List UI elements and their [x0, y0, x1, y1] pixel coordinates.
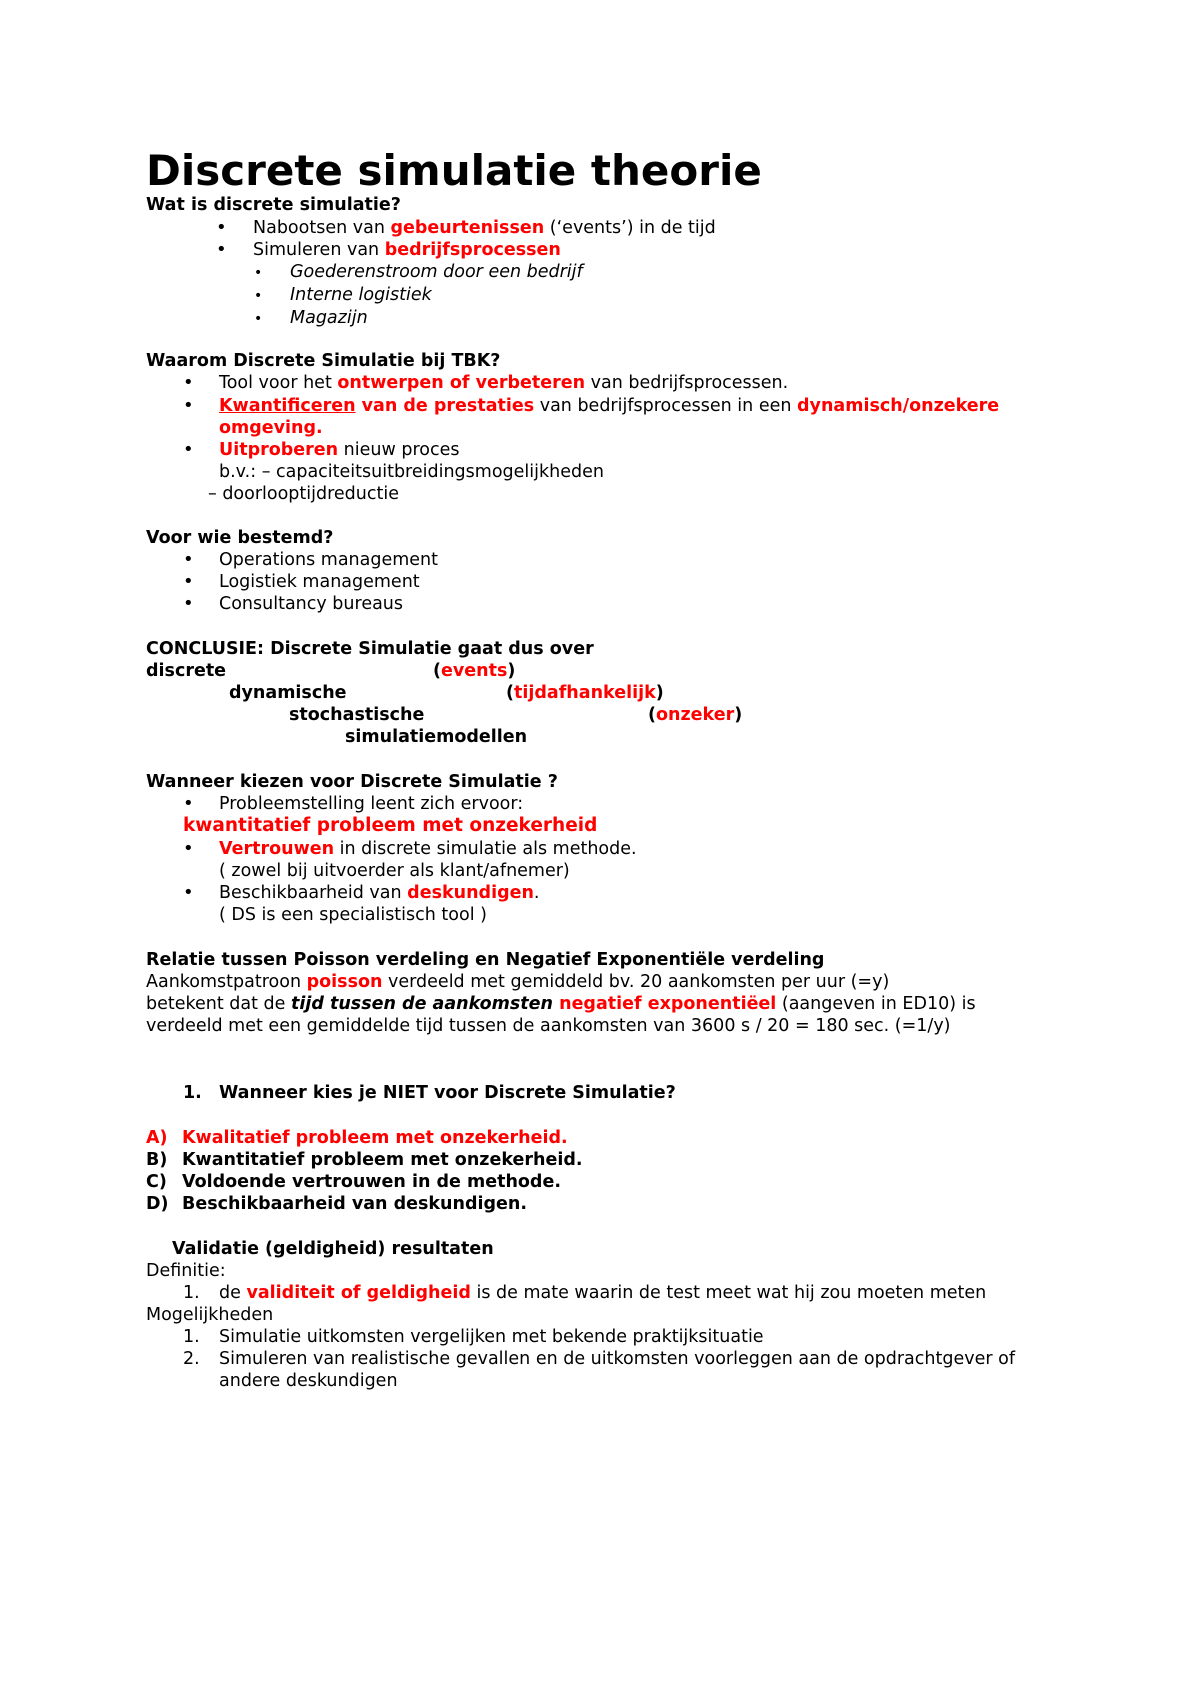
answer-option-label: C): [146, 1172, 167, 1192]
list-item: Uitproberen nieuw proces: [219, 440, 460, 460]
list-item-highlight: kwantitatief probleem met onzekerheid: [183, 815, 598, 836]
heading-relatie: Relatie tussen Poisson verdeling en Negatief Exponentiële verdeling: [146, 950, 825, 970]
conclusie-meaning: (onzeker): [648, 705, 743, 725]
list-item: Simuleren van bedrijfsprocessen: [253, 240, 561, 260]
list-item: Consultancy bureaus: [219, 594, 404, 614]
bullet-icon: •: [183, 838, 194, 859]
list-item: Vertrouwen in discrete simulatie als methode.: [219, 839, 637, 859]
list-number: 1.: [183, 1327, 200, 1347]
bullet-icon: •: [216, 217, 227, 238]
list-number: 2.: [183, 1349, 200, 1369]
sub-list-item: Magazijn: [290, 308, 368, 328]
bullet-icon: •: [254, 311, 263, 327]
list-item: Nabootsen van gebeurtenissen (‘events’) in de tijd: [253, 218, 716, 238]
bullet-icon: •: [183, 395, 194, 416]
mogelijkheden-label: Mogelijkheden: [146, 1305, 274, 1325]
paragraph-line: Aankomstpatroon poisson verdeeld met gemiddeld bv. 20 aankomsten per uur (=y): [146, 972, 890, 992]
bullet-icon: •: [183, 372, 194, 393]
heading-wanneer: Wanneer kiezen voor Discrete Simulatie ?: [146, 772, 558, 792]
answer-option-label: D): [146, 1194, 169, 1214]
answer-option-label: A): [146, 1128, 168, 1148]
conclusie-meaning: (events): [433, 661, 516, 681]
list-item: Simuleren van realistische gevallen en de uitkomsten voorleggen aan de opdrachtgever of: [219, 1349, 1015, 1369]
list-item: Tool voor het ontwerpen of verbeteren van bedrijfsprocessen.: [219, 373, 789, 393]
bullet-icon: •: [183, 593, 194, 614]
conclusie-term: simulatiemodellen: [345, 727, 528, 747]
list-item: Simulatie uitkomsten vergelijken met bekende praktijksituatie: [219, 1327, 764, 1347]
sub-list-item: Interne logistiek: [290, 285, 432, 305]
list-item: Kwantificeren van de prestaties van bedrijfsprocessen in een dynamisch/onzekere: [219, 396, 1000, 416]
paragraph-line: verdeeld met een gemiddelde tijd tussen de aankomsten van 3600 s / 20 = 180 sec. (=1/y): [146, 1016, 951, 1036]
answer-option-text: Kwalitatief probleem met onzekerheid.: [182, 1128, 568, 1148]
bullet-icon: •: [183, 882, 194, 903]
bullet-icon: •: [183, 793, 194, 814]
bullet-icon: •: [254, 288, 263, 304]
bullet-icon: •: [183, 571, 194, 592]
heading-voor-wie: Voor wie bestemd?: [146, 528, 334, 548]
question-number: 1.: [183, 1083, 202, 1103]
heading-waarom: Waarom Discrete Simulatie bij TBK?: [146, 351, 501, 371]
list-item: Beschikbaarheid van deskundigen.: [219, 883, 540, 903]
bullet-icon: •: [254, 265, 263, 281]
bullet-icon: •: [216, 239, 227, 260]
sub-list-item: Goederenstroom door een bedrijf: [290, 262, 583, 282]
answer-option-label: B): [146, 1150, 168, 1170]
conclusie-term: discrete: [146, 661, 227, 681]
conclusie-term: stochastische: [289, 705, 425, 725]
question-text: Wanneer kies je NIET voor Discrete Simulatie?: [219, 1083, 676, 1103]
list-item: Logistiek management: [219, 572, 420, 592]
list-item-note: – doorlooptijdreductie: [208, 484, 399, 504]
heading-conclusie: CONCLUSIE: Discrete Simulatie gaat dus over: [146, 639, 594, 659]
answer-option-text: Voldoende vertrouwen in de methode.: [182, 1172, 561, 1192]
conclusie-meaning: (tijdafhankelijk): [506, 683, 664, 703]
list-item-note: ( DS is een specialistisch tool ): [219, 905, 487, 925]
list-item-note: ( zowel bij uitvoerder als klant/afnemer): [219, 861, 570, 881]
list-item: de validiteit of geldigheid is de mate waarin de test meet wat hij zou moeten meten: [219, 1283, 987, 1303]
answer-option-text: Kwantitatief probleem met onzekerheid.: [182, 1150, 583, 1170]
list-item-continuation: andere deskundigen: [219, 1371, 398, 1391]
definitie-label: Definitie:: [146, 1261, 226, 1281]
answer-option-text: Beschikbaarheid van deskundigen.: [182, 1194, 527, 1214]
list-item: Probleemstelling leent zich ervoor:: [219, 794, 524, 814]
bullet-icon: •: [183, 549, 194, 570]
bullet-icon: •: [183, 439, 194, 460]
paragraph-line: betekent dat de tijd tussen de aankomsten negatief exponentiëel (aangeven in ED10) is: [146, 994, 976, 1014]
page-title: Discrete simulatie theorie: [146, 146, 762, 195]
conclusie-term: dynamische: [229, 683, 347, 703]
list-item: Operations management: [219, 550, 438, 570]
list-item-note: b.v.: – capaciteitsuitbreidingsmogelijkheden: [219, 462, 604, 482]
list-number: 1.: [183, 1283, 200, 1303]
heading-wat-is: Wat is discrete simulatie?: [146, 195, 401, 215]
heading-validatie: Validatie (geldigheid) resultaten: [172, 1239, 494, 1259]
list-item-continuation: omgeving.: [219, 418, 323, 438]
